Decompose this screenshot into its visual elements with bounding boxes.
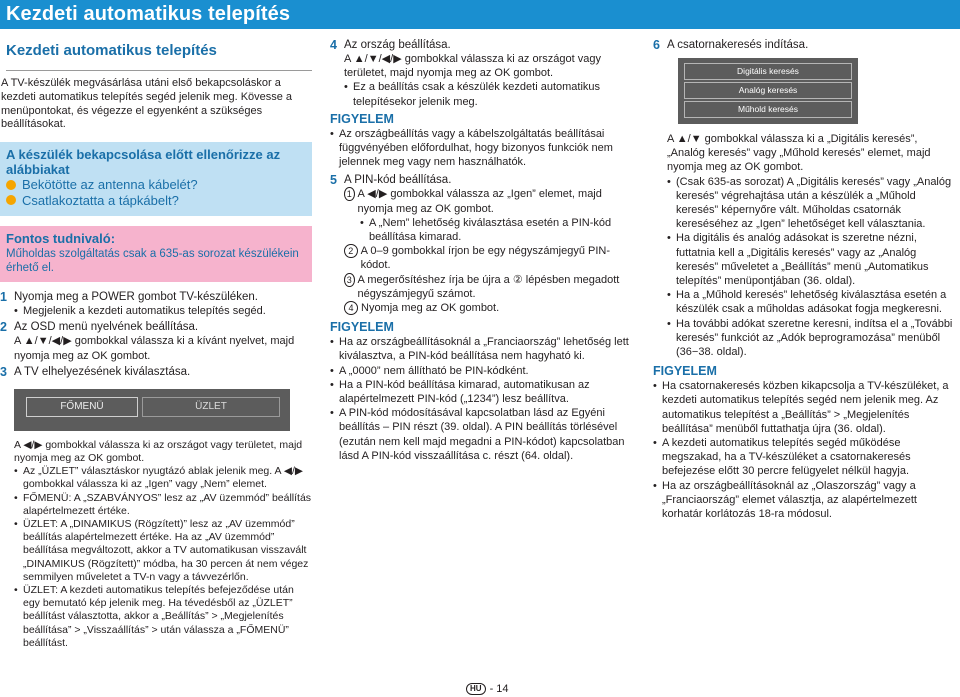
step-text: A PIN-kód beállítása. — [344, 174, 452, 187]
step-bullet: Ha a „Műhold keresés” lehetőség kiválasztása esetén a készülék csak a műholdas adásokat fogja megkeresni. — [676, 289, 947, 316]
caution-bullet: A PIN-kód módosításával kapcsolatban lásd az Egyéni beállítás – PIN részt (39. oldal). A PIN beállítás törlésével (ezután nem kell majd megadni a PIN-kódot) kapcsolatban lásd A PIN-kód visszaállítása c. részt (64. oldal). — [339, 407, 625, 462]
bullet-icon: • — [330, 378, 334, 391]
check-item: Csatlakoztatta a tápkábelt? — [6, 193, 304, 209]
step-number: 5 — [330, 173, 337, 188]
sub-step: A 0–9 gombokkal írjon be egy négyszámjegyű PIN-kódot. — [360, 245, 611, 272]
step-3 — [0, 365, 312, 379]
step-number: 2 — [0, 320, 7, 335]
check-box — [0, 142, 312, 216]
bullet-icon: • — [330, 364, 334, 377]
circled-number-1: 1 — [344, 187, 355, 201]
bullet-icon: • — [653, 437, 657, 450]
caution-bullet: A kezdeti automatikus telepítés segéd működése megszakad, ha a TV-készüléket a csatornakeresés befejezése előtt 30 percre felügyelet nélkül hagyja. — [662, 437, 911, 478]
step-bullet: Ha további adókat szeretne keresni, indítsa el a „További keresés” funkciót az „Adók beprogramozása” menüből (36−38. oldal). — [676, 317, 953, 359]
caution-bullet: Ha az országbeállításoknál a „Franciaország” lehetőség lett kiválasztva, a PIN-kód beállítása nem hagyható ki. — [339, 336, 629, 363]
bullet-icon: • — [330, 127, 334, 140]
step-number: 1 — [0, 290, 7, 305]
bullet-icon: • — [667, 289, 671, 302]
column-3 — [653, 38, 955, 521]
step-number: 6 — [653, 38, 660, 52]
bullet-icon: • — [14, 465, 18, 478]
bullet-icon: • — [653, 479, 657, 492]
bullet-icon: • — [14, 518, 18, 531]
bullet-icon: • — [667, 175, 671, 188]
step-text: A TV elhelyezésének kiválasztása. — [14, 365, 191, 378]
step-text: Az OSD menü nyelvének beállítása. — [14, 321, 199, 334]
sub-step: Nyomja meg az OK gombot. — [361, 302, 500, 315]
caution-heading: FIGYELEM — [330, 320, 394, 335]
bullet-icon: • — [344, 81, 348, 94]
bullet-icon: • — [360, 216, 364, 229]
satellite-search-option[interactable]: Műhold keresés — [684, 101, 852, 118]
step-bullet: Ez a beállítás csak a készülék kezdeti automatikus telepítésekor jelenik meg. — [353, 81, 601, 108]
check-header: A készülék bekapcsolása előtt ellenőrizze az alábbiakat — [6, 147, 281, 178]
step-sub: A ▲/▼/◀/▶ gombokkal válassza ki a kívánt nyelvet, majd nyomja meg az OK gombot. — [14, 335, 295, 362]
orange-bullet-icon — [6, 195, 16, 205]
sub-step: A megerősítéshez írja be újra a ② lépésben megadott négyszámjegyű számot. — [357, 273, 620, 300]
language-badge: HU — [466, 683, 486, 695]
step-bullet: FŐMENÜ: A „SZABVÁNYOS” lesz az „AV üzemmód” beállítás alapértelmezett értéke. — [23, 491, 312, 517]
column-2 — [330, 38, 630, 463]
step-bullet: ÜZLET: A „DINAMIKUS (Rögzített)” lesz az „AV üzemmód” beállítás alapértelmezett értéke. Ha az „AV üzemmód” beállítása megváltozott, akkor a TV automatikusan visszavált „DINAMIKUS (Rögzített)” módba, ha 30 percen át nem végez semmilyen műveletet a TV-n vagy a távvezérlőn. — [23, 518, 309, 583]
osd-location-screen — [14, 389, 290, 431]
notice-header: Fontos tudnivaló: — [6, 231, 116, 247]
sub-bullet: A „Nem” lehetőség kiválasztása esetén a PIN-kód beállítása kimarad. — [369, 216, 612, 244]
circled-number-3: 3 — [344, 273, 355, 287]
step-3-text: A ◀/▶ gombokkal válassza ki az országot vagy területet, majd nyomja meg az OK gombot. — [14, 438, 303, 464]
step-text: A csatornakeresés indítása. — [667, 39, 809, 51]
analog-search-option[interactable]: Analóg keresés — [684, 82, 852, 99]
bullet-icon: • — [14, 491, 18, 504]
caution-bullet: A „0000” nem állítható be PIN-kódként. — [339, 364, 529, 377]
step-number: 3 — [0, 364, 7, 379]
bullet-icon: • — [653, 380, 657, 393]
column-1 — [0, 36, 312, 650]
step-6-text: A ▲/▼ gombokkal válassza ki a „Digitális keresés”, „Analóg keresés” vagy „Műhold keresés” elemet, majd nyomja meg az OK gombot. — [667, 133, 931, 174]
notice-box — [0, 226, 312, 282]
caution-bullet: Ha a PIN-kód beállítása kimarad, automatikusan az alapértelmezett PIN-kód („1234”) lesz beállítva. — [339, 378, 590, 406]
circled-number-2: 2 — [344, 244, 358, 258]
page-banner — [0, 0, 960, 29]
page-footer — [466, 683, 509, 695]
sub-step: A ◀/▶ gombokkal válassza az „Igen” elemet, majd nyomja meg az OK gombot. — [357, 188, 602, 215]
step-text: Az ország beállítása. — [344, 39, 451, 51]
orange-bullet-icon — [6, 180, 16, 190]
step-bullet: (Csak 635-as sorozat) A „Digitális keresés” vagy „Analóg keresés” végrehajtása után a készülék a „Műhold keresés” képernyőre vált. Műholdas csatornák kereséséhez az „Igen” lehetőséget kell választania. — [676, 175, 952, 231]
banner-title: Kezdeti automatikus telepítés — [6, 3, 291, 25]
step-bullet: Ha digitális és analóg adásokat is szeretne nézni, futtatnia kell a „Digitális keresés” vagy az „Analóg keresés” műveletet a „Beállítás” menü „Automatikus telepítés” menüpontjában (36. oldal). — [676, 232, 929, 288]
digital-search-option[interactable]: Digitális keresés — [684, 63, 852, 80]
step-sub: A ▲/▼/◀/▶ gombokkal válassza ki az országot vagy területet, majd nyomja meg az OK gombot. — [344, 53, 601, 80]
step-2 — [0, 320, 312, 362]
caution-heading: FIGYELEM — [653, 364, 717, 379]
bullet-icon: • — [667, 317, 671, 330]
step-bullet: Az „ÜZLET” választáskor nyugtázó ablak jelenik meg. A ◀/▶ gombokkal válassza ki az „Igen” vagy „Nem” elemet. — [23, 465, 303, 491]
step-bullet: Megjelenik a kezdeti automatikus telepítés segéd. — [23, 305, 266, 318]
bullet-icon: • — [14, 584, 18, 597]
intro-text: A TV-készülék megvásárlása utáni első bekapcsoláskor a kezdeti automatikus telepítés segéd jelenik meg. Kövesse a menüpontokat, és végezze el egyenként a szükséges beállításokat. — [1, 77, 293, 131]
check-item: Bekötötte az antenna kábelét? — [6, 177, 304, 193]
step-bullet: ÜZLET: A kezdeti automatikus telepítés befejeződése után egy bemutató kép jelenik meg. Ha tévedésből az „ÜZLET” beállítást választotta, akkor a „Beállítás” > „Megjelenítés beállítása” > „Visszaállítás” > után válassza a „FŐMENÜ” beállítást. — [23, 584, 294, 649]
caution-bullet: Ha az országbeállításoknál az „Olaszország” vagy a „Franciaország” elemet választja, az alapértelmezett korhatár korlátozás 18-ra módosul. — [662, 479, 917, 521]
bullet-icon: • — [330, 407, 334, 420]
bullet-icon: • — [330, 336, 334, 349]
circled-number-4: 4 — [344, 301, 358, 315]
section-title: Kezdeti automatikus telepítés — [6, 44, 312, 71]
step-1 — [0, 290, 312, 318]
caution-bullet: Ha csatornakeresés közben kikapcsolja a TV-készüléket, a kezdeti automatikus telepítés segéd nem jelenik meg. Az automatikus telepítést a „Beállítás” > „Megjelenítés beállítása” menüből futtathatja újra (36. oldal). — [662, 380, 949, 435]
bullet-icon: • — [667, 232, 671, 245]
bullet-icon: • — [14, 305, 18, 318]
home-option-button[interactable]: FŐMENÜ — [26, 397, 138, 417]
step-number: 4 — [330, 38, 337, 52]
notice-text: Műholdas szolgáltatás csak a 635-as sorozat készülékein érhető el. — [6, 248, 299, 275]
step-text: Nyomja meg a POWER gombot TV-készüléken. — [14, 291, 258, 304]
search-menu — [678, 58, 858, 124]
page-number: - 14 — [489, 683, 509, 695]
caution-bullet: Az országbeállítás vagy a kábelszolgáltatás beállításai függvényében előfordulhat, hogy bizonyos funkciók nem jelennek meg vagy nem használhatók. — [339, 127, 613, 169]
store-option-button[interactable]: ÜZLET — [142, 397, 280, 417]
caution-heading: FIGYELEM — [330, 111, 394, 126]
